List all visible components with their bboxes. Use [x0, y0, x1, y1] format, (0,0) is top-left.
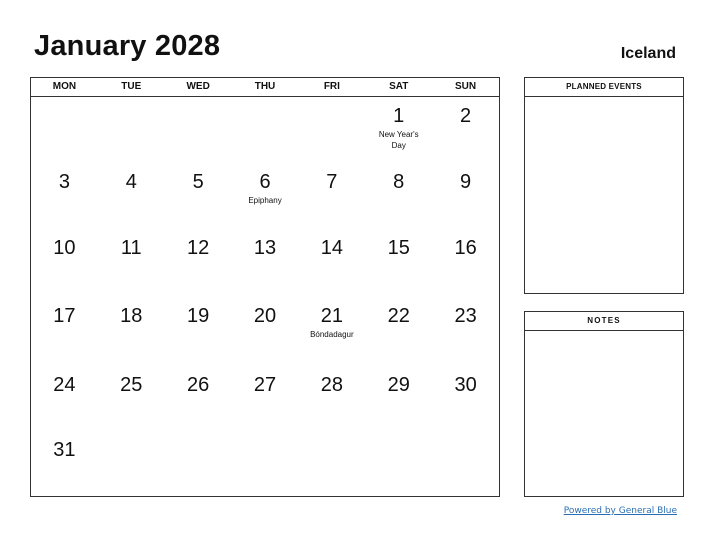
- page-title: January 2028: [34, 30, 221, 62]
- calendar-week: [31, 431, 499, 496]
- calendar-body: [31, 97, 499, 496]
- calendar-day: [98, 431, 165, 496]
- calendar-day: [31, 366, 98, 431]
- day-number: 1: [393, 105, 405, 127]
- day-number: 24: [53, 374, 76, 396]
- calendar-day: [365, 366, 432, 431]
- calendar-day: [432, 97, 499, 163]
- calendar-day: [232, 97, 299, 163]
- day-number: 10: [53, 237, 76, 259]
- weekday-fri: FRI: [323, 81, 340, 92]
- day-number: 17: [53, 305, 76, 327]
- day-number: 9: [460, 171, 472, 193]
- calendar-day: [365, 431, 432, 496]
- calendar-day: [98, 163, 165, 229]
- calendar-day: [232, 366, 299, 431]
- holiday-label: New Year's Day: [378, 130, 419, 150]
- day-number: 27: [253, 374, 277, 396]
- calendar-day: [232, 297, 299, 366]
- country-label: Iceland: [620, 45, 676, 62]
- day-number: 20: [253, 305, 277, 327]
- weekday-header: [31, 78, 499, 97]
- calendar-day: [165, 431, 232, 496]
- calendar-day: [98, 97, 165, 163]
- day-number: 15: [387, 237, 410, 259]
- day-number: 31: [53, 439, 76, 461]
- weekday-sat: SAT: [389, 81, 409, 92]
- calendar-day: [298, 97, 365, 163]
- day-number: 14: [320, 237, 343, 259]
- notes-panel: [524, 311, 684, 497]
- calendar-day: [298, 229, 365, 297]
- day-number: 21: [320, 305, 343, 327]
- calendar-day: [165, 229, 232, 297]
- day-number: 22: [387, 305, 410, 327]
- calendar-week: [31, 229, 499, 297]
- calendar-day: [31, 297, 98, 366]
- calendar-day: [365, 97, 432, 163]
- calendar-day: [98, 229, 165, 297]
- weekday-thu: THU: [254, 81, 276, 92]
- calendar-day: [432, 366, 499, 431]
- calendar-day: [298, 366, 365, 431]
- notes-title: NOTES: [525, 312, 683, 331]
- powered-by-link[interactable]: Powered by General Blue: [563, 506, 677, 516]
- weekday-tue: TUE: [121, 81, 142, 92]
- calendar-day: [98, 297, 165, 366]
- planned-events-title: PLANNED EVENTS: [525, 78, 683, 97]
- day-number: 7: [326, 171, 338, 193]
- day-number: 3: [58, 171, 70, 193]
- day-number: 13: [253, 237, 277, 259]
- day-number: 6: [259, 171, 271, 193]
- calendar-day: [98, 366, 165, 431]
- day-number: 28: [320, 374, 343, 396]
- calendar-day: [232, 229, 299, 297]
- day-number: 12: [187, 237, 210, 259]
- day-number: 25: [120, 374, 143, 396]
- day-number: 18: [120, 305, 143, 327]
- calendar-week: [31, 297, 499, 366]
- calendar-day: [31, 97, 98, 163]
- day-number: 11: [120, 237, 142, 259]
- calendar-week: [31, 366, 499, 431]
- calendar-day: [31, 229, 98, 297]
- calendar-day: [165, 97, 232, 163]
- day-number: 4: [125, 171, 137, 193]
- day-number: 2: [460, 105, 472, 127]
- day-number: 5: [192, 171, 204, 193]
- planned-events-panel: [524, 77, 684, 294]
- holiday-label: Bóndadagur: [310, 330, 354, 339]
- calendar-day: [365, 163, 432, 229]
- calendar-day: [432, 297, 499, 366]
- weekday-mon: MON: [52, 81, 77, 92]
- calendar-day: [432, 163, 499, 229]
- calendar-day: [31, 431, 98, 496]
- calendar-day: [298, 297, 365, 366]
- calendar-day: [232, 163, 299, 229]
- calendar-day: [232, 431, 299, 496]
- calendar-day: [365, 297, 432, 366]
- calendar-day: [298, 431, 365, 496]
- day-number: 19: [187, 305, 210, 327]
- calendar-day: [298, 163, 365, 229]
- day-number: 29: [387, 374, 410, 396]
- weekday-wed: WED: [186, 81, 210, 92]
- calendar-day: [31, 163, 98, 229]
- calendar-week: [31, 97, 499, 163]
- calendar-grid: [30, 77, 500, 497]
- day-number: 26: [187, 374, 210, 396]
- calendar-week: [31, 163, 499, 229]
- day-number: 23: [454, 305, 477, 327]
- calendar-day: [432, 229, 499, 297]
- calendar-day: [165, 366, 232, 431]
- day-number: 16: [454, 237, 477, 259]
- day-number: 30: [454, 374, 477, 396]
- calendar-day: [165, 297, 232, 366]
- holiday-label: Epiphany: [248, 196, 282, 205]
- calendar-day: [165, 163, 232, 229]
- calendar-day: [432, 431, 499, 496]
- calendar-day: [365, 229, 432, 297]
- weekday-sun: SUN: [455, 81, 477, 92]
- day-number: 8: [393, 171, 405, 193]
